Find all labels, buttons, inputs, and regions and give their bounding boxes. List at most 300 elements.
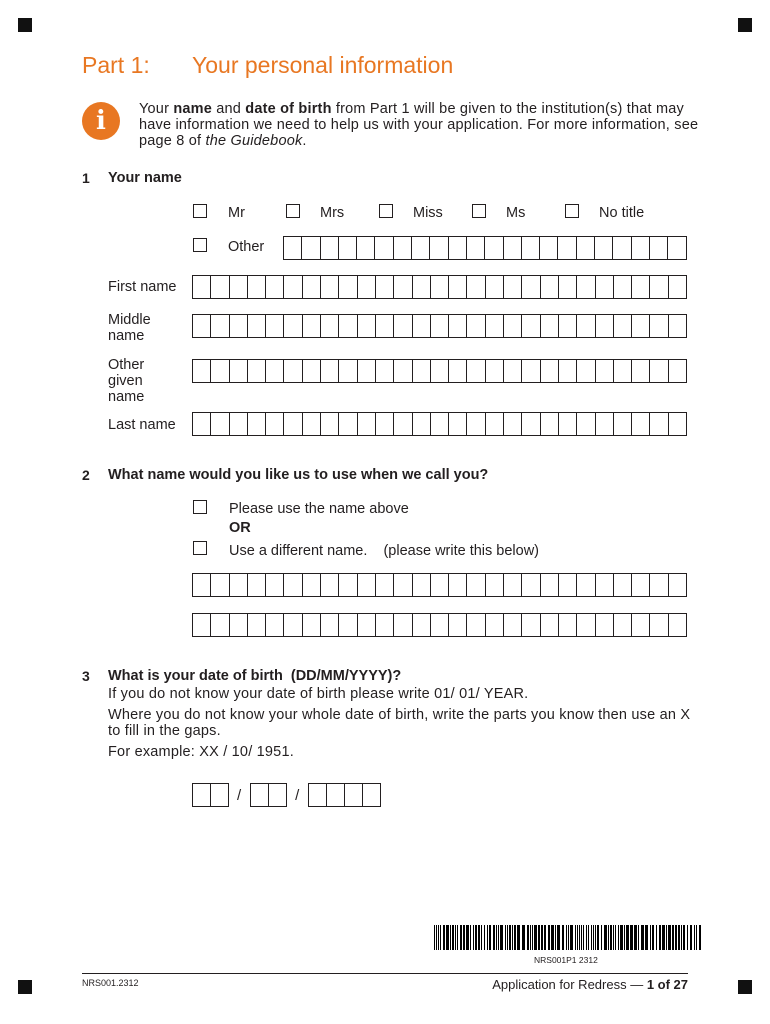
char-box[interactable]	[247, 314, 266, 338]
label-mr: Mr	[228, 205, 245, 221]
char-box[interactable]	[558, 314, 577, 338]
barcode-bar	[645, 925, 648, 950]
barcode-bar	[597, 925, 599, 950]
barcode-bar	[517, 925, 520, 950]
middle-name-boxes[interactable]	[192, 314, 686, 338]
char-box[interactable]	[357, 314, 376, 338]
char-box[interactable]	[210, 613, 229, 637]
dob-day-boxes[interactable]	[192, 783, 228, 807]
footer-divider	[82, 973, 688, 974]
char-box[interactable]	[521, 359, 540, 383]
checkbox-ms[interactable]	[472, 204, 486, 218]
char-box[interactable]	[558, 359, 577, 383]
char-box[interactable]	[595, 314, 614, 338]
char-box[interactable]	[412, 412, 431, 436]
char-box[interactable]	[613, 412, 632, 436]
char-box[interactable]	[302, 412, 321, 436]
char-box[interactable]	[229, 314, 248, 338]
char-box[interactable]	[302, 573, 321, 597]
barcode-bar	[566, 925, 567, 950]
char-box[interactable]	[357, 613, 376, 637]
barcode-bar	[675, 925, 677, 950]
char-box[interactable]	[229, 359, 248, 383]
char-box[interactable]	[265, 613, 284, 637]
char-box[interactable]	[448, 314, 467, 338]
dob-instruction-2: Where you do not know your whole date of birth, write the parts you know then use an X to fill in the gaps.	[108, 707, 691, 739]
char-box[interactable]	[301, 236, 320, 260]
char-box[interactable]	[375, 573, 394, 597]
char-box[interactable]	[521, 236, 540, 260]
char-box[interactable]	[594, 236, 613, 260]
char-box[interactable]	[521, 275, 540, 299]
barcode-bar	[659, 925, 661, 950]
page-title	[82, 52, 453, 79]
char-box[interactable]	[576, 359, 595, 383]
char-box[interactable]	[613, 359, 632, 383]
checkbox-use-name-above[interactable]	[193, 500, 207, 514]
char-box[interactable]	[576, 314, 595, 338]
char-box[interactable]	[612, 236, 631, 260]
char-box[interactable]	[283, 359, 302, 383]
label-use-name-above: Please use the name above	[229, 501, 409, 517]
barcode-bar	[534, 925, 537, 950]
barcode-bar	[551, 925, 554, 950]
barcode-bar	[608, 925, 609, 950]
char-box[interactable]	[412, 613, 431, 637]
barcode-bar	[557, 925, 560, 950]
char-box[interactable]	[631, 573, 650, 597]
char-box[interactable]	[247, 613, 266, 637]
char-box[interactable]	[357, 573, 376, 597]
barcode-bar	[630, 925, 633, 950]
barcode-bar	[562, 925, 564, 950]
barcode-bar	[687, 925, 688, 950]
barcode-bar	[514, 925, 516, 950]
barcode-bar	[470, 925, 471, 950]
barcode-bar	[641, 925, 644, 950]
barcode-bar	[496, 925, 497, 950]
barcode-bar	[509, 925, 511, 950]
barcode-bar	[436, 925, 437, 950]
char-box[interactable]	[192, 359, 211, 383]
char-box[interactable]	[631, 314, 650, 338]
barcode-bar	[440, 925, 441, 950]
char-box[interactable]	[375, 412, 394, 436]
form-code: NRS001.2312	[82, 978, 139, 988]
dob-separator: /	[237, 786, 242, 804]
barcode-bar	[668, 925, 671, 950]
dob-month-boxes[interactable]	[250, 783, 286, 807]
char-box[interactable]	[229, 613, 248, 637]
char-box[interactable]	[558, 275, 577, 299]
char-box[interactable]	[448, 275, 467, 299]
first-name-label: First name	[108, 279, 177, 295]
different-name-boxes-line-2[interactable]	[192, 613, 686, 637]
char-box[interactable]	[649, 314, 668, 338]
checkbox-other[interactable]	[193, 238, 207, 252]
barcode-bar	[613, 925, 614, 950]
barcode-bar	[699, 925, 701, 950]
barcode-bar	[473, 925, 474, 950]
dob-year-boxes[interactable]	[308, 783, 380, 807]
char-box[interactable]	[192, 314, 211, 338]
char-box[interactable]	[283, 314, 302, 338]
char-box[interactable]	[503, 412, 522, 436]
char-box[interactable]	[540, 573, 559, 597]
barcode-bar	[615, 925, 616, 950]
barcode-bar	[538, 925, 540, 950]
char-box[interactable]	[649, 275, 668, 299]
char-box[interactable]	[503, 275, 522, 299]
barcode-bar	[601, 925, 602, 950]
char-box[interactable]	[356, 236, 375, 260]
char-box[interactable]	[393, 412, 412, 436]
registration-mark-bottom-right	[738, 980, 752, 994]
question-title-3: What is your date of birth (DD/MM/YYYY)?	[108, 668, 402, 684]
char-box[interactable]	[412, 314, 431, 338]
char-box[interactable]	[265, 412, 284, 436]
dob-instruction-3: For example: XX / 10/ 1951.	[108, 744, 294, 760]
char-box[interactable]	[576, 275, 595, 299]
char-box[interactable]	[393, 314, 412, 338]
char-box[interactable]	[302, 275, 321, 299]
char-box[interactable]	[558, 412, 577, 436]
char-box[interactable]	[412, 573, 431, 597]
char-box[interactable]	[668, 573, 687, 597]
char-box[interactable]	[595, 613, 614, 637]
char-box[interactable]	[210, 573, 229, 597]
char-box[interactable]	[466, 314, 485, 338]
char-box[interactable]	[393, 275, 412, 299]
char-box[interactable]	[411, 236, 430, 260]
char-box[interactable]	[631, 613, 650, 637]
char-box[interactable]	[485, 275, 504, 299]
char-box[interactable]	[540, 275, 559, 299]
char-box[interactable]	[503, 573, 522, 597]
char-box[interactable]	[265, 359, 284, 383]
info-text-part: .	[302, 133, 307, 149]
char-box[interactable]	[412, 275, 431, 299]
char-box[interactable]	[412, 359, 431, 383]
char-box[interactable]	[192, 275, 211, 299]
barcode-bar	[579, 925, 580, 950]
checkbox-mrs[interactable]	[286, 204, 300, 218]
char-box[interactable]	[503, 613, 522, 637]
question-title-2: What name would you like us to use when we call you?	[108, 467, 489, 483]
char-box[interactable]	[338, 613, 357, 637]
char-box[interactable]	[521, 314, 540, 338]
char-box[interactable]	[631, 359, 650, 383]
barcode-bar	[694, 925, 695, 950]
registration-mark-top-right	[738, 18, 752, 32]
char-box[interactable]	[429, 236, 448, 260]
barcode-bar	[681, 925, 682, 950]
other-title-boxes[interactable]	[283, 236, 686, 260]
char-box[interactable]	[375, 613, 394, 637]
char-box[interactable]	[430, 613, 449, 637]
barcode-bar	[652, 925, 654, 950]
registration-mark-top-left	[18, 18, 32, 32]
barcode-bar	[512, 925, 513, 950]
checkbox-miss[interactable]	[379, 204, 393, 218]
char-box[interactable]	[393, 573, 412, 597]
label-no-title: No title	[599, 205, 645, 221]
char-box[interactable]	[210, 314, 229, 338]
char-box[interactable]	[393, 236, 412, 260]
char-box[interactable]	[466, 573, 485, 597]
char-box[interactable]	[192, 573, 211, 597]
char-box[interactable]	[430, 573, 449, 597]
char-box[interactable]	[484, 236, 503, 260]
char-box[interactable]	[448, 236, 467, 260]
char-box[interactable]	[265, 573, 284, 597]
char-box[interactable]	[649, 613, 668, 637]
char-box[interactable]	[557, 236, 576, 260]
char-box[interactable]	[430, 412, 449, 436]
question-number-1: 1	[82, 170, 90, 186]
checkbox-no-title[interactable]	[565, 204, 579, 218]
barcode-bar	[460, 925, 462, 950]
char-box[interactable]	[668, 613, 687, 637]
char-box[interactable]	[393, 613, 412, 637]
info-bold-dob: date of birth	[245, 101, 332, 117]
barcode-bar	[455, 925, 456, 950]
char-box[interactable]	[448, 359, 467, 383]
barcode-bar	[484, 925, 485, 950]
char-box[interactable]	[613, 314, 632, 338]
question-title-1: Your name	[108, 170, 182, 186]
barcode-bar	[624, 925, 625, 950]
char-box[interactable]	[667, 236, 686, 260]
barcode-bar	[500, 925, 503, 950]
char-box[interactable]	[302, 613, 321, 637]
last-name-label: Last name	[108, 417, 176, 433]
char-box[interactable]	[229, 412, 248, 436]
barcode-bar	[620, 925, 623, 950]
other-given-name-label: Other given name	[108, 357, 145, 405]
char-box[interactable]	[229, 573, 248, 597]
char-box[interactable]	[558, 613, 577, 637]
barcode-bar	[666, 925, 667, 950]
char-box[interactable]	[448, 573, 467, 597]
char-box[interactable]	[631, 275, 650, 299]
char-box[interactable]	[265, 275, 284, 299]
barcode-bar	[570, 925, 573, 950]
char-box[interactable]	[338, 314, 357, 338]
char-box[interactable]	[210, 412, 229, 436]
char-box[interactable]	[210, 359, 229, 383]
char-box[interactable]	[595, 573, 614, 597]
barcode-bar	[656, 925, 657, 950]
char-box[interactable]	[448, 613, 467, 637]
char-box[interactable]	[466, 236, 485, 260]
char-box[interactable]	[466, 359, 485, 383]
barcode-bar	[555, 925, 556, 950]
char-box[interactable]	[338, 236, 357, 260]
barcode-bar	[662, 925, 665, 950]
barcode-bar	[638, 925, 639, 950]
barcode-bar	[577, 925, 578, 950]
char-box[interactable]	[320, 359, 339, 383]
char-box[interactable]	[595, 359, 614, 383]
char-box[interactable]	[375, 275, 394, 299]
dob-instruction-1: If you do not know your date of birth please write 01/ 01/ YEAR.	[108, 686, 529, 702]
info-text	[139, 101, 699, 149]
char-box[interactable]	[320, 613, 339, 637]
char-box[interactable]	[485, 412, 504, 436]
char-box[interactable]	[430, 275, 449, 299]
barcode-bar	[446, 925, 449, 950]
char-box[interactable]	[210, 275, 229, 299]
char-box[interactable]	[247, 275, 266, 299]
barcode-bar	[610, 925, 612, 950]
char-box[interactable]	[283, 236, 302, 260]
char-box[interactable]	[649, 573, 668, 597]
char-box[interactable]	[485, 359, 504, 383]
dob-separator: /	[295, 786, 300, 804]
char-box[interactable]	[576, 573, 595, 597]
char-box[interactable]	[466, 275, 485, 299]
barcode-bar	[586, 925, 587, 950]
info-icon: i	[82, 102, 120, 140]
char-box[interactable]	[192, 412, 211, 436]
char-box[interactable]	[668, 359, 687, 383]
char-box[interactable]	[503, 314, 522, 338]
char-box[interactable]	[338, 359, 357, 383]
char-box[interactable]	[595, 275, 614, 299]
char-box[interactable]	[521, 412, 540, 436]
char-box[interactable]	[247, 573, 266, 597]
char-box[interactable]	[357, 275, 376, 299]
char-box[interactable]	[521, 613, 540, 637]
barcode-bar	[498, 925, 499, 950]
barcode-bar	[507, 925, 508, 950]
char-box[interactable]	[430, 314, 449, 338]
char-box[interactable]	[302, 314, 321, 338]
label-other: Other	[228, 239, 265, 255]
page-number: 1 of 27	[646, 977, 688, 992]
char-box[interactable]	[374, 236, 393, 260]
char-box[interactable]	[466, 412, 485, 436]
char-box[interactable]	[338, 573, 357, 597]
barcode-bar	[493, 925, 495, 950]
char-box[interactable]	[576, 412, 595, 436]
char-box[interactable]	[576, 613, 595, 637]
char-box[interactable]	[229, 275, 248, 299]
barcode-bar	[683, 925, 685, 950]
char-box[interactable]	[521, 573, 540, 597]
char-box[interactable]	[595, 412, 614, 436]
part-number: Part 1:	[82, 52, 150, 78]
char-box[interactable]	[649, 412, 668, 436]
char-box[interactable]	[357, 412, 376, 436]
char-box[interactable]	[540, 359, 559, 383]
middle-name-label: Middle name	[108, 312, 151, 344]
checkbox-use-different-name[interactable]	[193, 541, 207, 555]
char-box[interactable]	[448, 412, 467, 436]
char-box[interactable]	[540, 613, 559, 637]
last-name-boxes[interactable]	[192, 412, 686, 436]
char-box[interactable]	[631, 236, 650, 260]
char-box[interactable]	[338, 412, 357, 436]
char-box[interactable]	[320, 275, 339, 299]
char-box[interactable]	[320, 236, 339, 260]
barcode-bar	[463, 925, 465, 950]
char-box[interactable]	[283, 573, 302, 597]
char-box[interactable]	[613, 275, 632, 299]
barcode-bar	[532, 925, 533, 950]
char-box[interactable]	[320, 573, 339, 597]
char-box[interactable]	[540, 412, 559, 436]
char-box[interactable]	[485, 613, 504, 637]
barcode-bar	[434, 925, 435, 950]
barcode-bar	[450, 925, 451, 950]
char-box[interactable]	[613, 573, 632, 597]
char-box[interactable]	[485, 573, 504, 597]
char-box[interactable]	[247, 412, 266, 436]
char-box[interactable]	[576, 236, 595, 260]
char-box[interactable]	[649, 236, 668, 260]
info-text-part: Your	[139, 101, 174, 117]
char-box[interactable]	[503, 236, 522, 260]
barcode-bar	[593, 925, 594, 950]
barcode-bar	[466, 925, 469, 950]
barcode-bar	[443, 925, 445, 950]
char-box[interactable]	[320, 412, 339, 436]
char-box[interactable]	[393, 359, 412, 383]
char-box[interactable]	[668, 275, 687, 299]
barcode-bar	[481, 925, 482, 950]
char-box[interactable]	[247, 359, 266, 383]
char-box[interactable]	[485, 314, 504, 338]
barcode-bar	[541, 925, 543, 950]
char-box[interactable]	[631, 412, 650, 436]
char-box[interactable]	[613, 613, 632, 637]
char-box[interactable]	[302, 359, 321, 383]
char-box[interactable]	[375, 359, 394, 383]
info-guidebook: the Guidebook	[205, 133, 303, 149]
different-name-boxes-line-1[interactable]	[192, 573, 686, 597]
checkbox-mr[interactable]	[193, 204, 207, 218]
barcode-bar	[591, 925, 592, 950]
char-box[interactable]	[357, 359, 376, 383]
char-box[interactable]	[503, 359, 522, 383]
char-box[interactable]	[649, 359, 668, 383]
barcode-bar	[568, 925, 569, 950]
char-box[interactable]	[668, 412, 687, 436]
date-of-birth-field	[192, 783, 380, 807]
other-given-name-boxes[interactable]	[192, 359, 686, 383]
char-box[interactable]	[338, 275, 357, 299]
char-box[interactable]	[375, 314, 394, 338]
label-use-different-name: Use a different name. (please write this below)	[229, 543, 540, 559]
char-box[interactable]	[283, 275, 302, 299]
char-box[interactable]	[668, 314, 687, 338]
info-text-part: from Part 1 will be given to the institution(s) that may have information we need to help us with your application. For more information, see page 8 of	[139, 101, 699, 149]
first-name-boxes[interactable]	[192, 275, 686, 299]
char-box[interactable]	[539, 236, 558, 260]
char-box[interactable]	[320, 314, 339, 338]
char-box[interactable]	[192, 613, 211, 637]
char-box[interactable]	[540, 314, 559, 338]
char-box[interactable]	[558, 573, 577, 597]
char-box[interactable]	[265, 314, 284, 338]
char-box[interactable]	[283, 412, 302, 436]
char-box[interactable]	[430, 359, 449, 383]
char-box[interactable]	[283, 613, 302, 637]
barcode-bar	[530, 925, 531, 950]
char-box[interactable]	[466, 613, 485, 637]
